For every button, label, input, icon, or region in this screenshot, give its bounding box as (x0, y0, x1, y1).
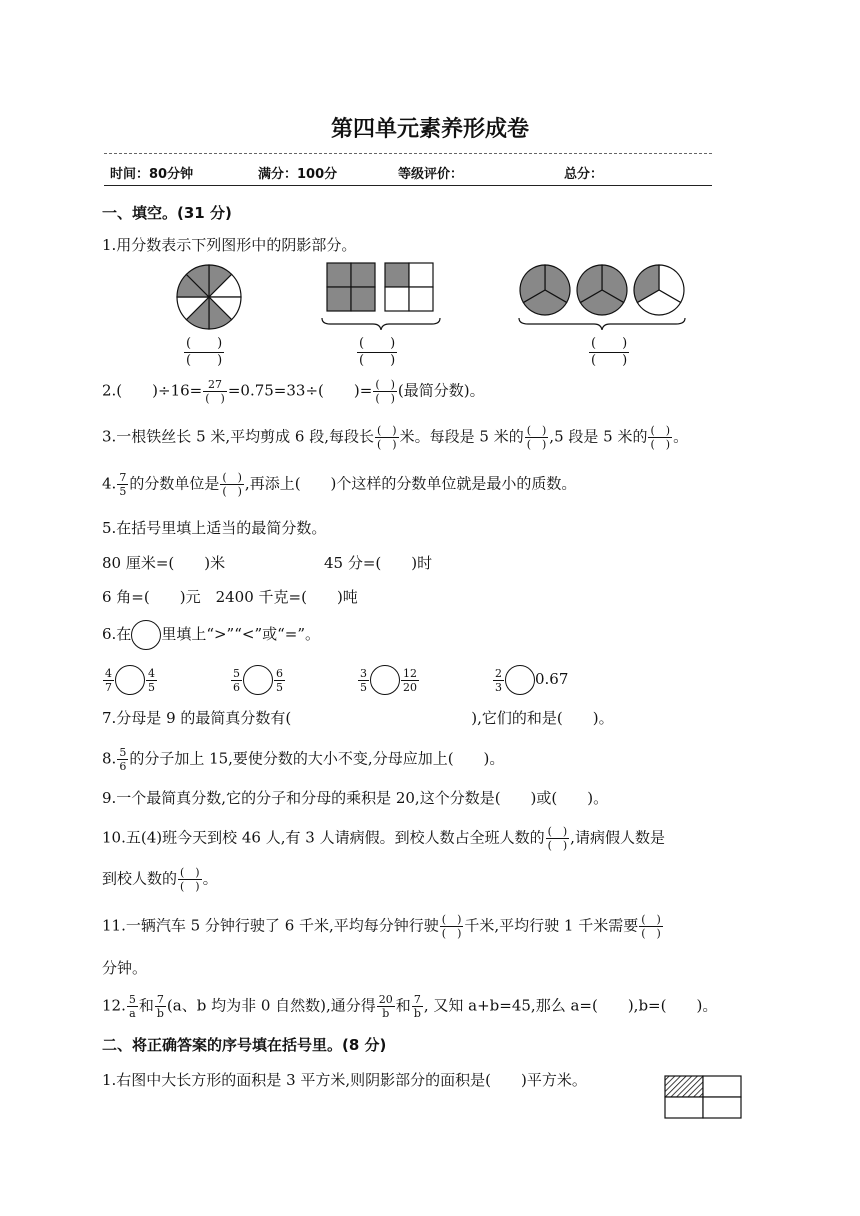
q6-item-3: $\frac{3}{5}$ $\frac{12}{20}$ (360, 666, 417, 694)
q5-item-jiao-kg[interactable]: 6 角=( )元 2400 千克=( )吨 (102, 588, 358, 606)
q1-answer-fraction-1[interactable]: ( ) ( ) (186, 336, 223, 368)
q1-text: 1.用分数表示下列图形中的阴影部分。 (102, 236, 357, 254)
q6-item-2: $\frac{5}{6}$ $\frac{6}{5}$ (233, 666, 283, 694)
rectangle-hatched-figure (664, 1075, 744, 1121)
compare-circle[interactable] (370, 665, 400, 695)
compare-circle[interactable] (243, 665, 273, 695)
q3-fraction-1[interactable]: $\frac{( )}{( )}$ (377, 424, 397, 451)
q4-line: 4. $\frac{7}{5}$ 的分数单位是 $\frac{( )}{( )}$ ,再添上( )个这样的分数单位就是最小的质数。 (102, 471, 577, 498)
q6-item-1: $\frac{4}{7}$ $\frac{4}{5}$ (105, 666, 155, 694)
total-label: 总分： (564, 167, 604, 182)
q2-line: 2.( )÷16= $\frac{27}{( )}$ =0.75=33÷( )= $\frac{( )}{( )}$ (最简分数)。 (102, 378, 485, 405)
q5-item-min[interactable]: 45 分=( )时 (324, 554, 433, 572)
figure-circle-eighths (174, 262, 244, 332)
q7-text[interactable]: 7.分母是 9 的最简真分数有( ),它们的和是( )。 (102, 709, 614, 727)
header-solid-divider (104, 185, 712, 186)
q11-fraction-1[interactable]: $\frac{( )}{( )}$ (441, 913, 462, 940)
q12-line[interactable]: 12. $\frac{5}{a}$ 和 $\frac{7}{b}$ (a、b 均为非 0 自然数),通分得 $\frac{20}{b}$ 和 $\frac{7}{b}$ , 又知 a+b=45,那么 a=( ),b=( )。 (102, 993, 718, 1020)
q10-line-1: 10.五(4)班今天到校 46 人,有 3 人请病假。到校人数占全班人数的 $\frac{( )}{( )}$ ,请病假人数是 (102, 825, 665, 852)
q5-text: 5.在括号里填上适当的最简分数。 (102, 519, 327, 537)
q10-line-2: 到校人数的 $\frac{( )}{( )}$ 。 (102, 866, 218, 893)
q11-line-1: 11.一辆汽车 5 分钟行驶了 6 千米,平均每分钟行驶 $\frac{( )}{( )}$ 千米,平均行驶 1 千米需要 $\frac{( )}{( )}$ (102, 913, 661, 940)
q10-fraction-2[interactable]: $\frac{( )}{( )}$ (180, 866, 200, 893)
q3-fraction-2[interactable]: $\frac{( )}{( )}$ (526, 424, 547, 451)
q4-fraction-given: $\frac{7}{5}$ (119, 471, 127, 498)
q11-line-2: 分钟。 (102, 959, 148, 977)
grade-label: 等级评价： (398, 167, 464, 182)
q5-item-cm[interactable]: 80 厘米=( )米 (102, 554, 226, 572)
q2-fraction-2[interactable]: $\frac{( )}{( )}$ (375, 378, 395, 405)
q8-line[interactable]: 8. $\frac{5}{6}$ 的分子加上 15,要使分数的大小不变,分母应加上( )。 (102, 746, 505, 773)
s2-q1-text[interactable]: 1.右图中大长方形的面积是 3 平方米,则阴影部分的面积是( )平方米。 (102, 1071, 587, 1089)
q10-fraction-1[interactable]: $\frac{( )}{( )}$ (547, 825, 568, 852)
header-dash-divider (104, 153, 712, 154)
compare-circle-icon (131, 620, 161, 650)
q6-line: 6.在 里填上“>”“<”或“=”。 (102, 620, 320, 650)
q3-fraction-3[interactable]: $\frac{( )}{( )}$ (650, 424, 671, 451)
section-2-title: 二、将正确答案的序号填在括号里。(8 分) (102, 1036, 387, 1054)
compare-circle[interactable] (115, 665, 145, 695)
full-score-label: 满分：100分 (258, 167, 338, 182)
page-title: 第四单元素养形成卷 (330, 117, 529, 142)
q1-answer-fraction-2[interactable]: ( ) ( ) (359, 336, 396, 368)
section-1-title: 一、填空。(31 分) (102, 204, 232, 222)
q6-item-4: $\frac{2}{3}$ 0.67 (495, 666, 569, 694)
figure-squares (318, 260, 444, 330)
figure-circles-thirds (516, 262, 688, 330)
q9-text[interactable]: 9.一个最简真分数,它的分子和分母的乘积是 20,这个分数是( )或( )。 (102, 789, 609, 807)
q2-fraction-1[interactable]: $\frac{27}{( )}$ (205, 378, 225, 405)
q4-fraction-answer[interactable]: $\frac{( )}{( )}$ (222, 471, 242, 498)
q11-fraction-2[interactable]: $\frac{( )}{( )}$ (641, 913, 661, 940)
q1-answer-fraction-3[interactable]: ( ) ( ) (591, 336, 628, 368)
time-label: 时间：80分钟 (110, 167, 194, 182)
q3-line: 3.一根铁丝长 5 米,平均剪成 6 段,每段长 $\frac{( )}{( )}$ 米。每段是 5 米的 $\frac{( )}{( )}$ ,5 段是 5 米的 $\frac{( )}{( )}$ 。 (102, 424, 689, 451)
compare-circle[interactable] (505, 665, 535, 695)
